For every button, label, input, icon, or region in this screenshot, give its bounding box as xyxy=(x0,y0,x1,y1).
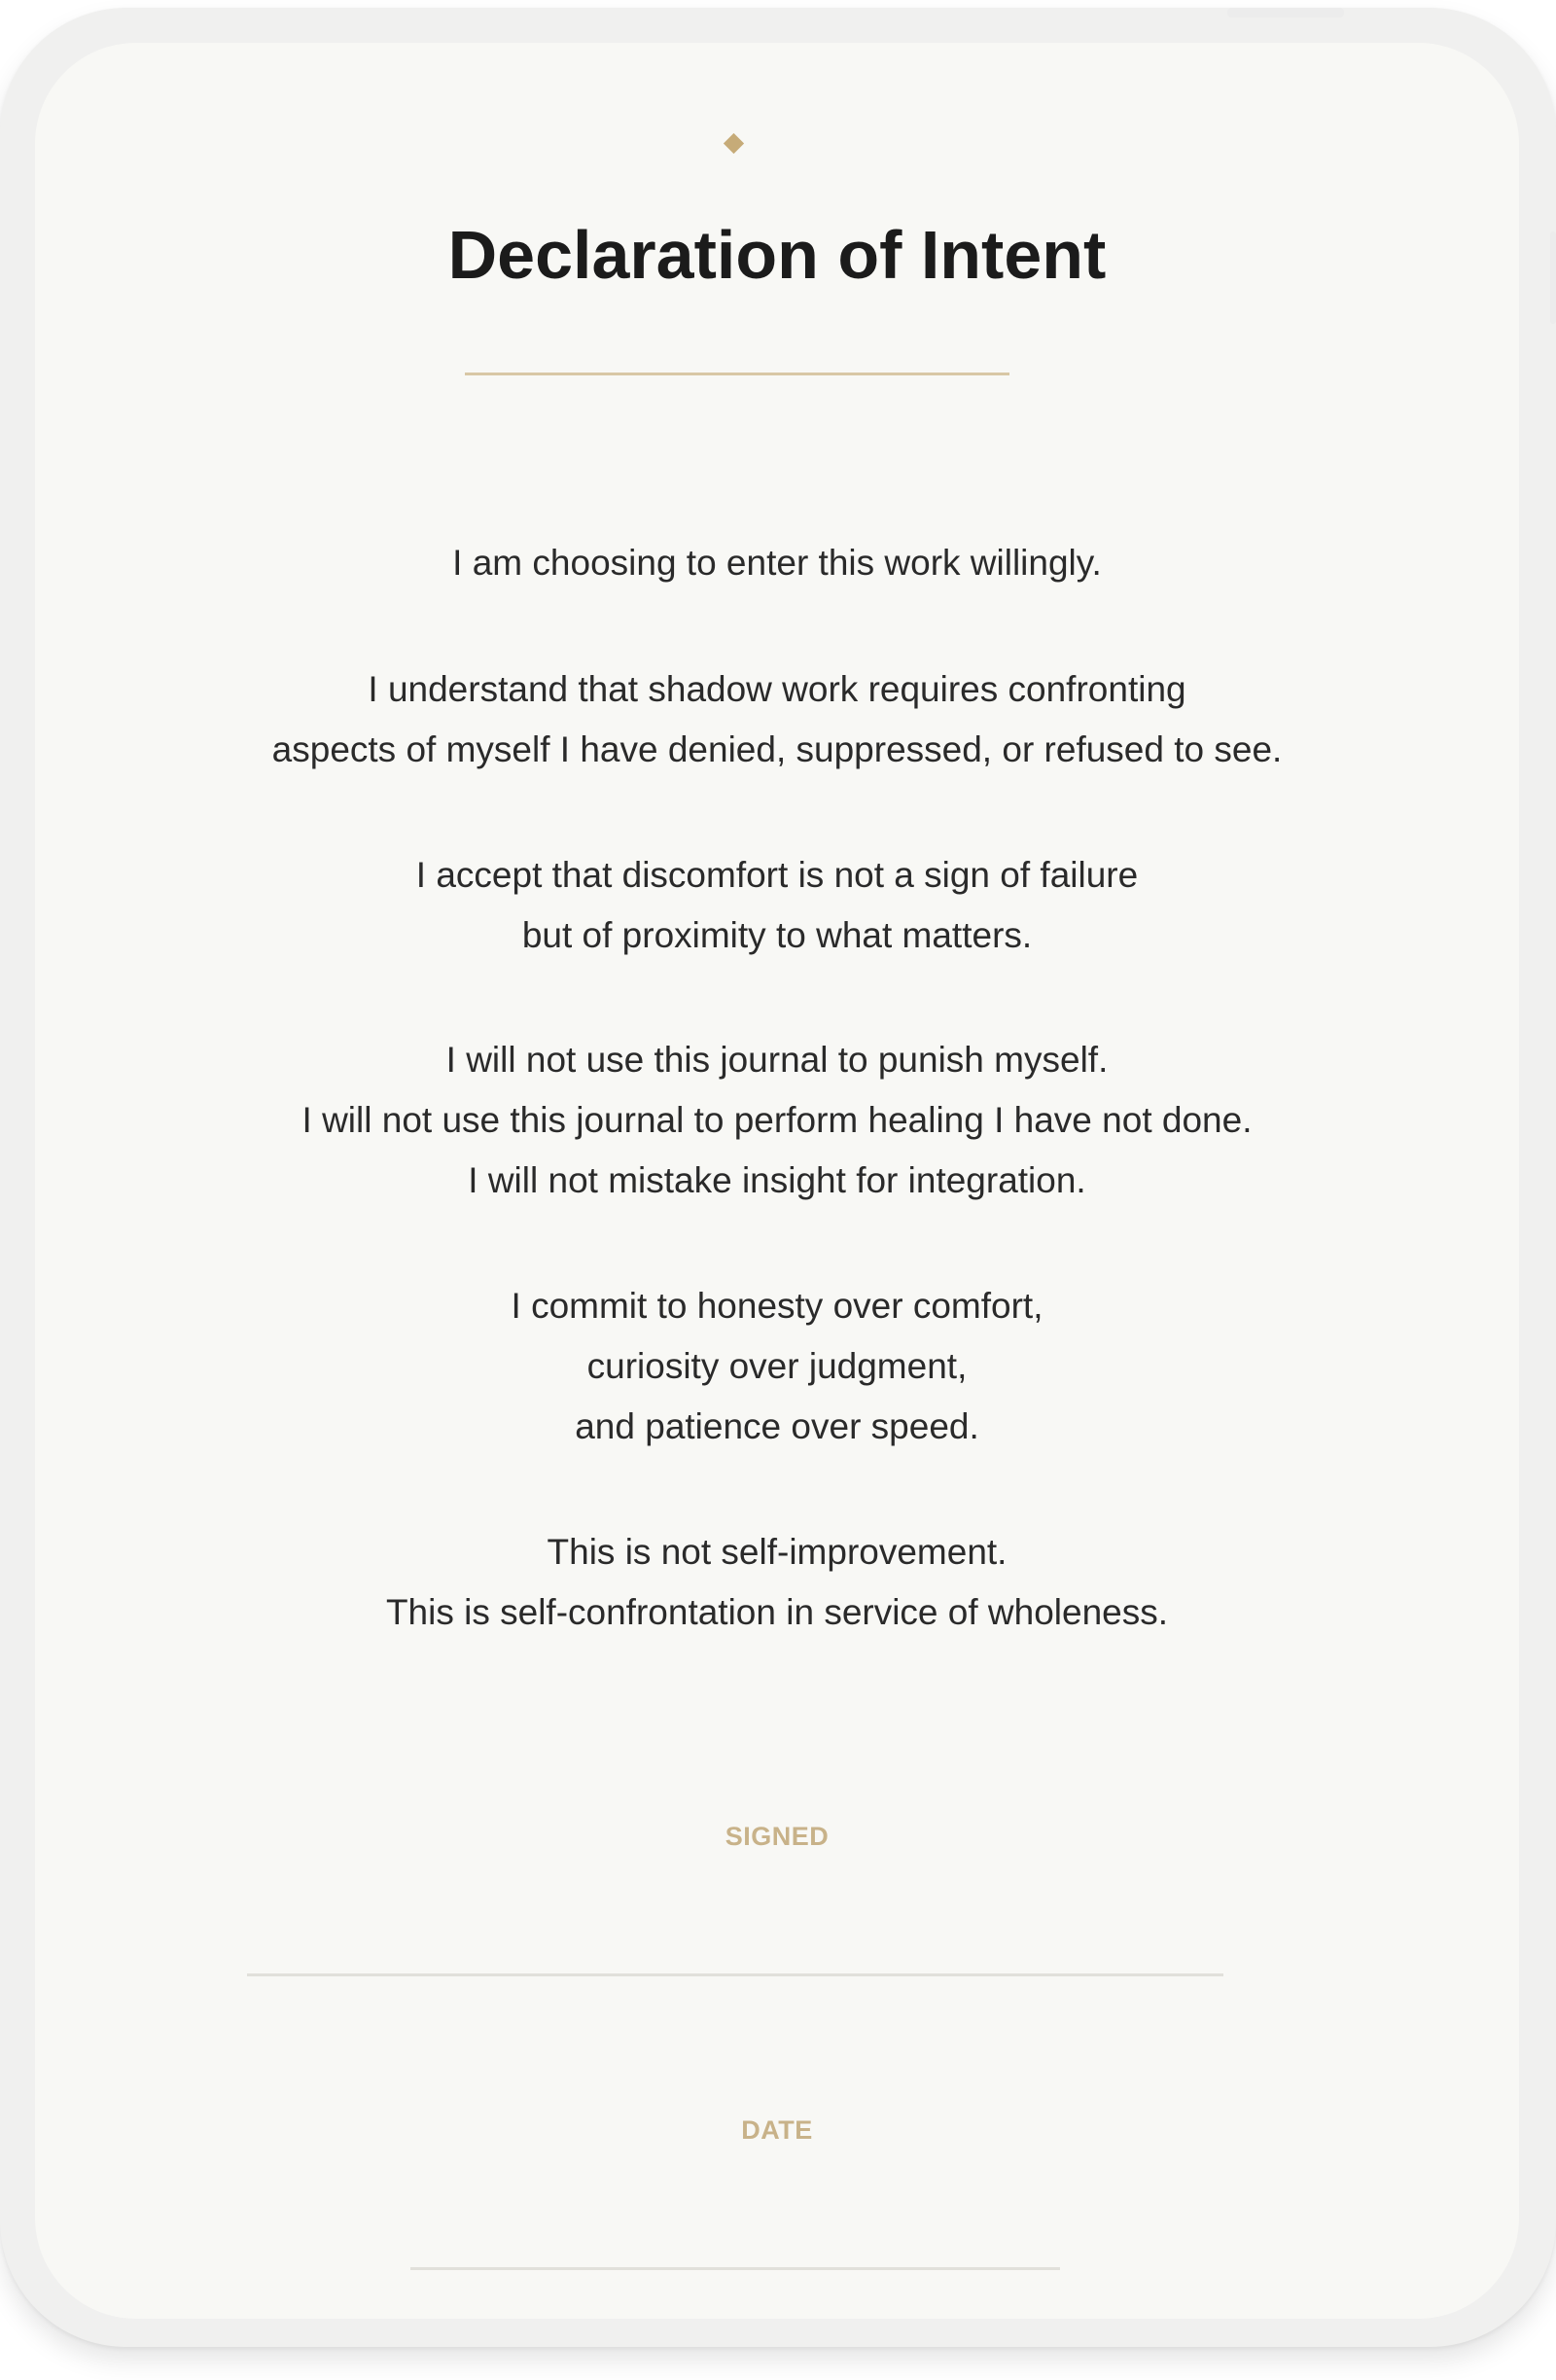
device-top-button xyxy=(1227,8,1344,18)
text-line: This is not self-improvement. xyxy=(547,1532,1008,1572)
text-line: I commit to honesty over comfort, xyxy=(511,1286,1043,1326)
page xyxy=(35,43,1519,2319)
text-line: I accept that discomfort is not a sign of failure xyxy=(415,855,1139,895)
text-line: curiosity over judgment, xyxy=(586,1346,968,1386)
paragraph-4 xyxy=(35,1030,1519,1211)
paragraph-5 xyxy=(35,1276,1519,1457)
page-title: Declaration of Intent xyxy=(447,217,1107,293)
text-line: I am choosing to enter this work willingly. xyxy=(452,543,1102,583)
paragraph-6 xyxy=(35,1522,1519,1643)
paragraph-2 xyxy=(35,659,1519,780)
text-line: I will not use this journal to perform healing I have not done. xyxy=(301,1100,1253,1140)
device-side-button xyxy=(1550,231,1556,324)
text-line: I understand that shadow work requires confronting xyxy=(368,669,1186,709)
text-line: and patience over speed. xyxy=(575,1406,979,1446)
text-line: I will not use this journal to punish myself. xyxy=(445,1040,1109,1080)
signed-label: SIGNED xyxy=(725,1822,830,1851)
title-divider xyxy=(465,373,1009,375)
paragraph-3 xyxy=(35,845,1519,966)
text-line: aspects of myself I have denied, suppressed, or refused to see. xyxy=(271,729,1283,769)
date-line[interactable] xyxy=(410,2267,1060,2270)
tablet-frame xyxy=(0,8,1556,2347)
text-line: This is self-confrontation in service of wholeness. xyxy=(385,1592,1169,1632)
signature-line[interactable] xyxy=(247,1973,1223,1976)
paragraph-1 xyxy=(35,533,1519,593)
diamond-icon xyxy=(724,133,744,154)
text-line: but of proximity to what matters. xyxy=(521,915,1033,955)
date-label: DATE xyxy=(741,2115,813,2145)
text-line: I will not mistake insight for integration. xyxy=(468,1160,1086,1200)
